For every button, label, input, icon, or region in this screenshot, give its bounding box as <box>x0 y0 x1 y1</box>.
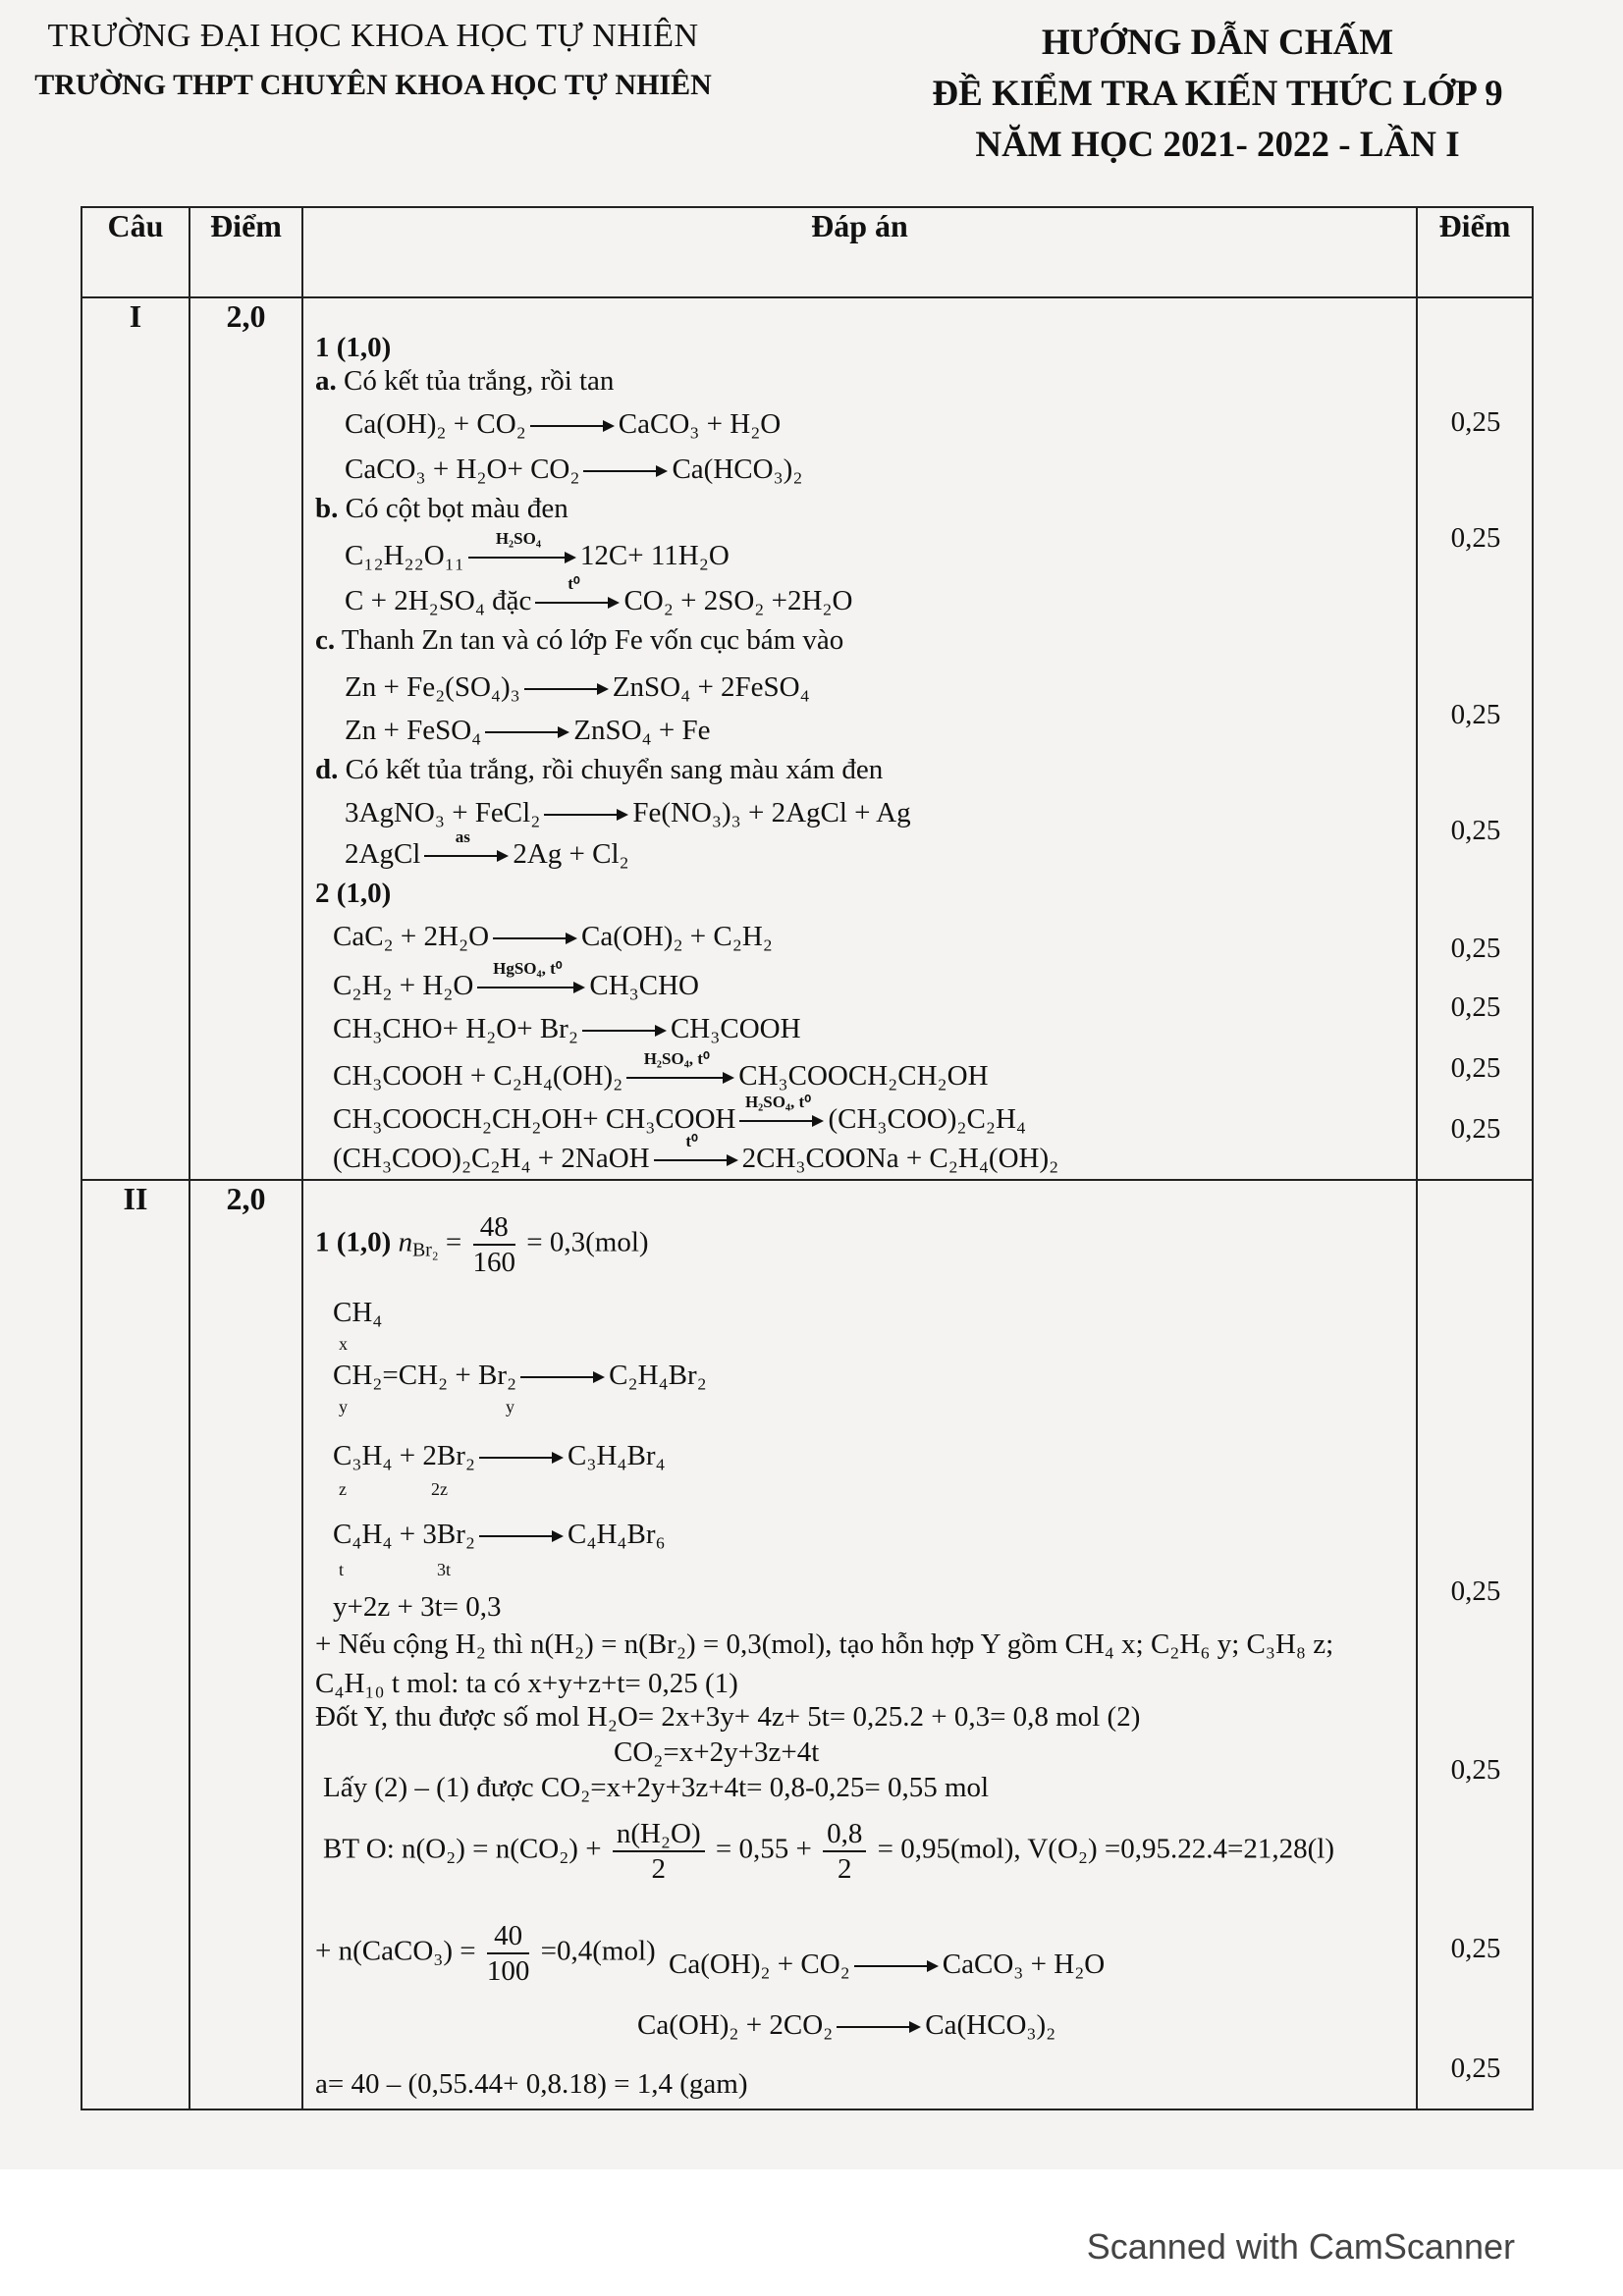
lhs: (CH₃COO)₂C₂H₄ + 2NaOH <box>333 1143 650 1174</box>
rhs: CaCO₃ + H₂O <box>942 1949 1106 1980</box>
mole-var: t <box>339 1560 345 1579</box>
score: 0,25 <box>1450 406 1501 438</box>
numerator: n(H₂O) <box>613 1817 705 1852</box>
lhs: CH₂=CH₂ + Br₂ <box>333 1360 517 1391</box>
score: 0,25 <box>1450 1113 1501 1145</box>
rhs: ZnSO₄ + 2FeSO₄ <box>612 671 810 703</box>
equation <box>345 408 781 441</box>
item-b <box>315 493 568 525</box>
part-title: 2 (1,0) <box>315 878 392 909</box>
score: 0,25 <box>1450 2053 1501 2084</box>
caco3-prefix: + n(CaCO₃) = <box>315 1935 476 1967</box>
arrow-icon <box>837 2020 921 2034</box>
question-row-2 <box>81 1180 1533 2109</box>
c4h10-line: C₄H₁₀ t mol: ta có x+y+z+t= 0,25 (1) <box>315 1668 738 1699</box>
arrow-icon <box>524 682 609 696</box>
equation <box>333 1519 666 1551</box>
score: 0,25 <box>1450 933 1501 964</box>
caco3-result: =0,4(mol) <box>540 1935 656 1967</box>
rhs: Ca(OH)₂ + C₂H₂ <box>581 921 773 952</box>
equation <box>345 828 629 871</box>
equation <box>333 1440 666 1472</box>
doc-title: HƯỚNG DẪN CHẤM <box>1041 23 1394 63</box>
bto-line <box>323 1817 1334 1886</box>
score: 0,25 <box>1450 1575 1501 1607</box>
arrow-icon <box>477 959 585 994</box>
arrow-icon <box>626 1049 734 1085</box>
condition: as <box>455 828 470 847</box>
nbr2-formula: 1 (1,0) $n_{Br_2}$ = $\frac{48}{160}$ = 0,3(mol) <box>315 1211 649 1278</box>
doc-subtitle: ĐỀ KIỂM TRA KIẾN THỨC LỚP 9 <box>932 74 1503 114</box>
equation <box>333 921 773 953</box>
university-name: TRƯỜNG ĐẠI HỌC KHOA HỌC TỰ NHIÊN <box>47 18 699 54</box>
rhs: (CH₃COO)₂C₂H₄ <box>828 1103 1027 1135</box>
lhs: Zn + FeSO₄ <box>345 715 482 746</box>
lhs: 2AgCl <box>345 838 421 870</box>
equation <box>333 1013 801 1045</box>
mole-var: z <box>339 1479 347 1499</box>
condition: H₂SO₄, t⁰ <box>744 1093 812 1112</box>
item-text: Có kết tủa trắng, rồi chuyển sang màu xám đen <box>345 754 884 785</box>
equation <box>333 1132 1059 1175</box>
scanner-watermark: Scanned with CamScanner <box>1086 2226 1515 2267</box>
bto-mid: = 0,55 + <box>715 1833 812 1865</box>
condition: t⁰ <box>568 574 580 594</box>
item-d <box>315 754 883 786</box>
score: 0,25 <box>1450 1052 1501 1084</box>
col-header-diem-right: Điểm <box>1417 207 1533 297</box>
lhs: Ca(OH)₂ + CO₂ <box>669 1949 850 1980</box>
rhs: CaCO₃ + H₂O <box>618 408 782 440</box>
lhs: C₃H₄ + 2Br₂ <box>333 1440 475 1471</box>
question-number: I <box>81 297 189 1180</box>
arrow-icon <box>654 1132 738 1167</box>
mole-var: 3t <box>437 1560 452 1579</box>
condition: t⁰ <box>685 1132 698 1151</box>
lhs: CH₃CHO+ H₂O+ Br₂ <box>333 1013 578 1044</box>
arrow-icon <box>493 932 577 945</box>
var: n <box>398 1226 413 1258</box>
rhs: Ca(HCO₃)₂ <box>925 2009 1056 2041</box>
lhs: Zn + Fe₂(SO₄)₃ <box>345 671 520 703</box>
rhs: CH₃CHO <box>589 970 699 1001</box>
header-right <box>825 18 1610 171</box>
condition: H₂SO₄, t⁰ <box>643 1049 710 1069</box>
mole-var: y <box>506 1397 514 1416</box>
item-c <box>315 624 843 657</box>
rhs: C₂H₄Br₂ <box>609 1360 707 1391</box>
lhs: C + 2H₂SO₄ đặc <box>345 585 532 616</box>
equation <box>333 1093 1027 1136</box>
denominator: 2 <box>837 1853 852 1885</box>
rhs: ZnSO₄ + Fe <box>573 715 711 746</box>
score: 0,25 <box>1450 991 1501 1023</box>
co2-line: CO₂=x+2y+3z+4t <box>614 1736 820 1768</box>
school-year: NĂM HỌC 2021- 2022 - LẦN I <box>975 125 1460 165</box>
equation <box>345 715 711 747</box>
result: = 0,3(mol) <box>526 1226 649 1258</box>
equation <box>345 671 810 704</box>
lhs: Ca(OH)₂ + CO₂ <box>345 408 526 440</box>
item-label: b. <box>315 493 339 524</box>
score-column <box>1418 1181 1532 2109</box>
answer-cell <box>302 1180 1417 2109</box>
lhs: C₄H₄ + 3Br₂ <box>333 1519 475 1550</box>
item-label: d. <box>315 754 339 785</box>
school-name: TRƯỜNG THPT CHUYÊN KHOA HỌC TỰ NHIÊN <box>34 69 712 101</box>
equation <box>333 1360 707 1392</box>
score: 0,25 <box>1450 522 1501 554</box>
arrow-icon <box>583 464 668 478</box>
arrow-icon <box>739 1093 824 1128</box>
h2-line: + Nếu cộng H₂ thì n(H₂) = n(Br₂) = 0,3(mol), tạo hỗn hợp Y gồm CH₄ x; C₂H₆ y; C₃H₈ z; <box>315 1629 1334 1660</box>
header-left <box>20 18 727 102</box>
equation <box>637 2009 1055 2042</box>
question-points: 2,0 <box>189 1180 302 2109</box>
score-column <box>1418 298 1532 1179</box>
arrow-icon <box>424 828 509 863</box>
item-text: Có cột bọt màu đen <box>345 493 568 524</box>
final-line: a= 40 – (0,55.44+ 0,8.18) = 1,4 (gam) <box>315 2068 748 2100</box>
item-text: Có kết tủa trắng, rồi tan <box>344 365 615 397</box>
lhs: 3AgNO₃ + FeCl₂ <box>345 797 541 828</box>
arrow-icon <box>535 574 620 610</box>
equation <box>333 959 699 1002</box>
arrow-icon <box>479 1451 564 1465</box>
denominator: 100 <box>486 1955 530 1987</box>
equation <box>345 574 853 617</box>
mole-var: y <box>339 1397 348 1416</box>
equation <box>345 454 802 486</box>
rhs: 2Ag + Cl₂ <box>513 838 629 870</box>
rhs: C₄H₄Br₆ <box>567 1519 666 1550</box>
numerator: 48 <box>473 1210 516 1246</box>
lhs: Ca(OH)₂ + 2CO₂ <box>637 2009 834 2041</box>
arrow-icon <box>582 1024 667 1038</box>
bto-prefix: BT O: n(O₂) = n(CO₂) + <box>323 1833 602 1865</box>
answer-cell <box>302 297 1417 1180</box>
fraction <box>823 1817 866 1886</box>
arrow-icon <box>479 1529 564 1543</box>
fraction <box>473 1210 516 1279</box>
sum-line: y+2z + 3t= 0,3 <box>333 1591 502 1623</box>
methane: CH₄ <box>333 1297 383 1328</box>
equation <box>333 1049 989 1093</box>
fraction <box>487 1919 530 1988</box>
arrow-icon <box>520 1370 605 1384</box>
mole-var: x <box>339 1334 348 1354</box>
score: 0,25 <box>1450 1933 1501 1964</box>
lhs: CaCO₃ + H₂O+ CO₂ <box>345 454 580 485</box>
question-points: 2,0 <box>189 297 302 1180</box>
lhs: C₂H₂ + H₂O <box>333 970 474 1001</box>
score: 0,25 <box>1450 1754 1501 1786</box>
score: 0,25 <box>1450 699 1501 730</box>
rhs: Fe(NO₃)₃ + 2AgCl + Ag <box>632 797 911 828</box>
score-cell <box>1417 1180 1533 2109</box>
item-label: c. <box>315 624 336 656</box>
lhs: CH₃COOH + C₂H₄(OH)₂ <box>333 1060 623 1092</box>
item-label: a. <box>315 365 337 397</box>
col-header-dap-an: Đáp án <box>302 207 1417 297</box>
condition: H₂SO₄ <box>495 529 541 549</box>
caco3-line <box>315 1919 656 1988</box>
lhs: CaC₂ + 2H₂O <box>333 921 490 952</box>
question-row-1 <box>81 297 1533 1180</box>
question-number: II <box>81 1180 189 2109</box>
arrow-icon <box>854 1959 939 1973</box>
col-header-diem: Điểm <box>189 207 302 297</box>
rhs: C₃H₄Br₄ <box>567 1440 666 1471</box>
score: 0,25 <box>1450 815 1501 846</box>
bto-result: = 0,95(mol), V(O₂) =0,95.22.4=21,28(l) <box>877 1833 1335 1865</box>
rhs: CO₂ + 2SO₂ +2H₂O <box>623 585 853 616</box>
table-header-row <box>81 207 1533 297</box>
equation <box>345 797 911 829</box>
rhs: 2CH₃COONa + C₂H₄(OH)₂ <box>741 1143 1059 1174</box>
equation <box>345 529 730 572</box>
arrow-icon <box>530 419 615 433</box>
arrow-icon <box>544 808 628 822</box>
var-sub: Br₂ <box>412 1239 439 1261</box>
numerator: 40 <box>487 1919 530 1954</box>
mole-var: 2z <box>431 1479 448 1499</box>
item-a <box>315 365 614 398</box>
numerator: 0,8 <box>823 1817 866 1852</box>
condition: HgSO₄, t⁰ <box>493 959 563 979</box>
rhs: Ca(HCO₃)₂ <box>672 454 803 485</box>
denominator: 160 <box>472 1247 516 1278</box>
item-text: Thanh Zn tan và có lớp Fe vốn cục bám vào <box>341 624 844 656</box>
equation <box>669 1949 1105 1981</box>
lhs: C₁₂H₂₂O₁₁ <box>345 540 464 571</box>
rhs: 12C+ 11H₂O <box>579 540 730 571</box>
subtract-line: Lấy (2) – (1) được CO₂=x+2y+3z+4t= 0,8-0,25= 0,55 mol <box>323 1772 990 1803</box>
arrow-icon <box>485 725 569 739</box>
rhs: CH₃COOH <box>670 1013 801 1044</box>
denominator: 2 <box>651 1853 666 1885</box>
part-title: 1 (1,0) <box>315 1226 392 1258</box>
fraction <box>613 1817 705 1886</box>
score-cell <box>1417 297 1533 1180</box>
answer-table <box>81 206 1534 2110</box>
col-header-cau: Câu <box>81 207 189 297</box>
arrow-icon <box>468 529 576 564</box>
lhs: CH₃COOCH₂CH₂OH+ CH₃COOH <box>333 1103 736 1135</box>
part-title: 1 (1,0) <box>315 332 392 363</box>
rhs: CH₃COOCH₂CH₂OH <box>738 1060 989 1092</box>
burn-line: Đốt Y, thu được số mol H₂O= 2x+3y+ 4z+ 5t= 0,25.2 + 0,3= 0,8 mol (2) <box>315 1701 1141 1733</box>
